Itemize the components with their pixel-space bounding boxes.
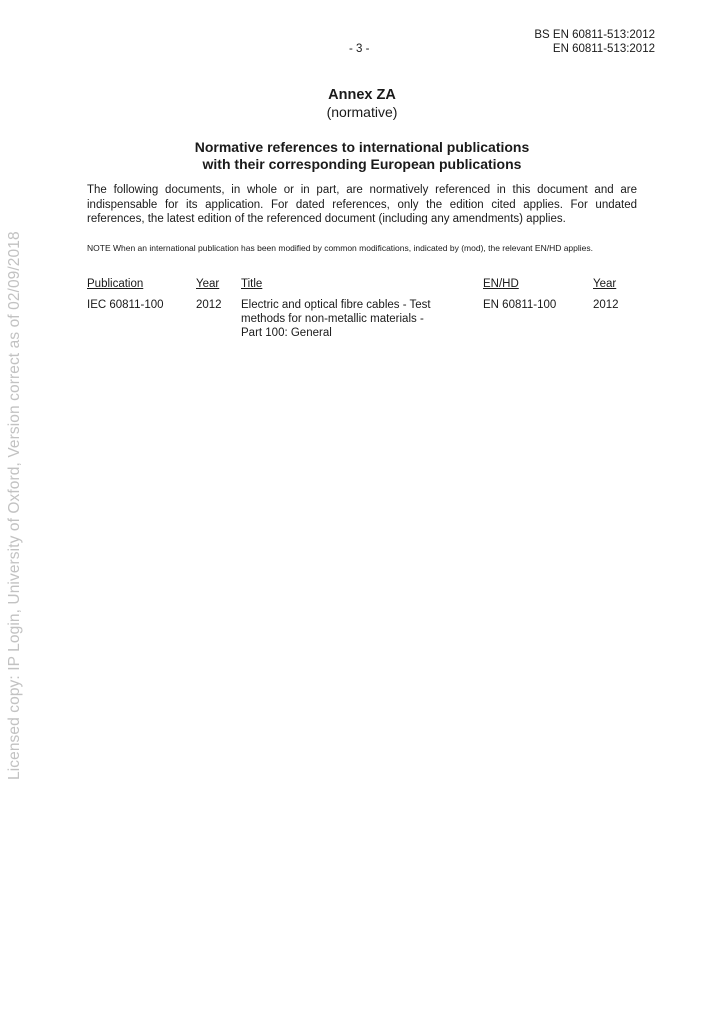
header-en-year: Year: [593, 278, 617, 290]
document-reference-en: EN 60811-513:2012: [552, 43, 655, 55]
header-publication: Publication: [87, 278, 144, 290]
header-en-hd: EN/HD: [483, 278, 519, 290]
document-reference-bs: BS EN 60811-513:2012: [534, 29, 655, 41]
header-year: Year: [196, 278, 220, 290]
section-title-line-1: Normative references to international publications: [194, 139, 530, 155]
cell-en-year: 2012: [593, 299, 619, 311]
section-title: [0, 139, 724, 173]
table-header-row: [87, 277, 647, 293]
intro-paragraph: The following documents, in whole or in part, are normatively referenced in this document and are indispensable for its application. For dated references, only the edition cited applies. For undated references, the latest edition of the referenced document (including any amendments) applies.: [87, 184, 637, 225]
cell-title: [241, 298, 471, 340]
page-number: - 3 -: [349, 43, 370, 55]
header-title: Title: [241, 278, 263, 290]
table-row: [87, 298, 647, 339]
cell-year: 2012: [196, 299, 222, 311]
annex-title: Annex ZA: [328, 87, 396, 103]
title-line: methods for non-metallic materials -: [241, 313, 424, 325]
section-title-line-2: with their corresponding European publications: [202, 156, 522, 172]
annex-subtitle: (normative): [326, 104, 398, 120]
title-line: Electric and optical fibre cables - Test: [241, 299, 431, 311]
title-line: Part 100: General: [241, 327, 332, 339]
cell-en-hd: EN 60811-100: [483, 299, 557, 311]
note-text: NOTE When an international publication has been modified by common modifications, indicated by (mod), the relevant EN/HD applies.: [87, 243, 594, 253]
license-watermark: Licensed copy: IP Login, University of Oxford, Version correct as of 02/09/2018: [6, 231, 23, 780]
document-reference: [534, 28, 655, 56]
cell-publication: IEC 60811-100: [87, 299, 164, 311]
